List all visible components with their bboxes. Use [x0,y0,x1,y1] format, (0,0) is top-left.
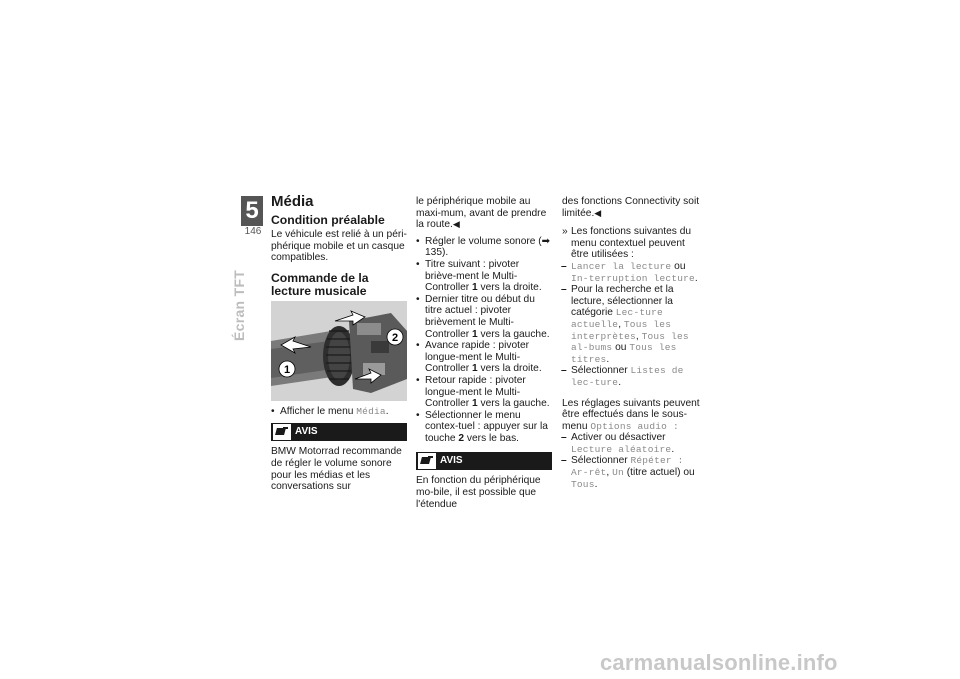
subheading-condition: Condition préalable [271,213,385,227]
figure-label-2: 2 [391,331,399,344]
condition-text: Le véhicule est relié à un péri-phérique mobile et un casque compatibles. [271,229,407,264]
list-item-menu-contextuel: • Sélectionner le menu contex-tuel : appuyer sur la touche 2 vers le bas. [416,410,552,445]
col2-intro: le périphérique mobile au maxi-mum, avant de prendre la route.◀ [416,196,547,231]
notice-text-1: BMW Motorrad recommande de régler le volume sonore pour les médias et les conversations sur [271,446,402,493]
list-item-retour-rapide: • Retour rapide : pivoter longue-ment le Multi-Controller 1 vers la gauche. [416,375,552,410]
list-item-volume: • Régler le volume sonore (➡ 135). [416,236,552,259]
list-item-avance-rapide: • Avance rapide : pivoter longue-ment le Multi-Controller 1 vers la droite. [416,340,552,375]
column-1 [271,193,407,499]
list-item-repeter: – Sélectionner Répéter : Ar-rêt, Un (titre actuel) ou Tous. [562,455,702,490]
notice-book-icon [418,453,436,469]
menu-name-media: Média [356,405,386,417]
notice-book-icon [273,424,291,440]
end-mark-icon: ◀ [452,219,460,230]
notice-label: AVIS [295,426,318,438]
list-item-listes-lecture: – Sélectionner Listes de lec-ture. [562,365,702,388]
page-number: 146 [244,226,262,237]
list-item-lancer-lecture: – Lancer la lecture ou In-terruption lecture. [562,261,702,284]
list-item-dernier-titre: • Dernier titre ou début du titre actuel : pivoter brièvement le Multi-Controller 1 vers la gauche. [416,294,552,340]
handlebar-illustration [271,301,407,401]
handlebar-controller-figure [271,301,407,401]
col3-intro: des fonctions Connectivity soit limitée.◀ [562,196,700,219]
col3-paragraph: Les réglages suivants peuvent être effectués dans le sous-menu Options audio : [562,397,700,432]
section-title: Média [271,193,314,210]
list-item-recherche: – Pour la recherche et la lecture, sélectionner la catégorie Lec-ture actuelle, Tous les interprètes, Tous les al-bums ou Tous les titres. [562,284,702,365]
end-mark-icon: ◀ [594,207,602,218]
notice-banner-1 [271,423,407,441]
notice-banner-2 [416,452,552,470]
site-watermark: carmanualsonline.info [600,650,838,675]
column-2 [416,196,552,516]
list-item-fonctions: » Les fonctions suivantes du menu contextuel peuvent être utilisées : [562,226,702,261]
column-3 [562,196,702,490]
notice-text-2: En fonction du périphérique mo-bile, il est possible que l'étendue [416,475,541,510]
list-item-afficher-menu: • Afficher le menu Média. [271,406,407,418]
figure-label-1: 1 [283,363,291,376]
chapter-number-tab: 5 [241,196,263,226]
list-item-titre-suivant: • Titre suivant : pivoter briève-ment le Multi-Controller 1 vers la droite. [416,259,552,294]
list-item-lecture-aleatoire: – Activer ou désactiver Lecture aléatoire. [562,432,702,455]
subheading-commande: Commande de la lecture musicale [271,270,369,298]
notice-label: AVIS [440,455,463,467]
chapter-side-title: Écran TFT [231,269,247,341]
